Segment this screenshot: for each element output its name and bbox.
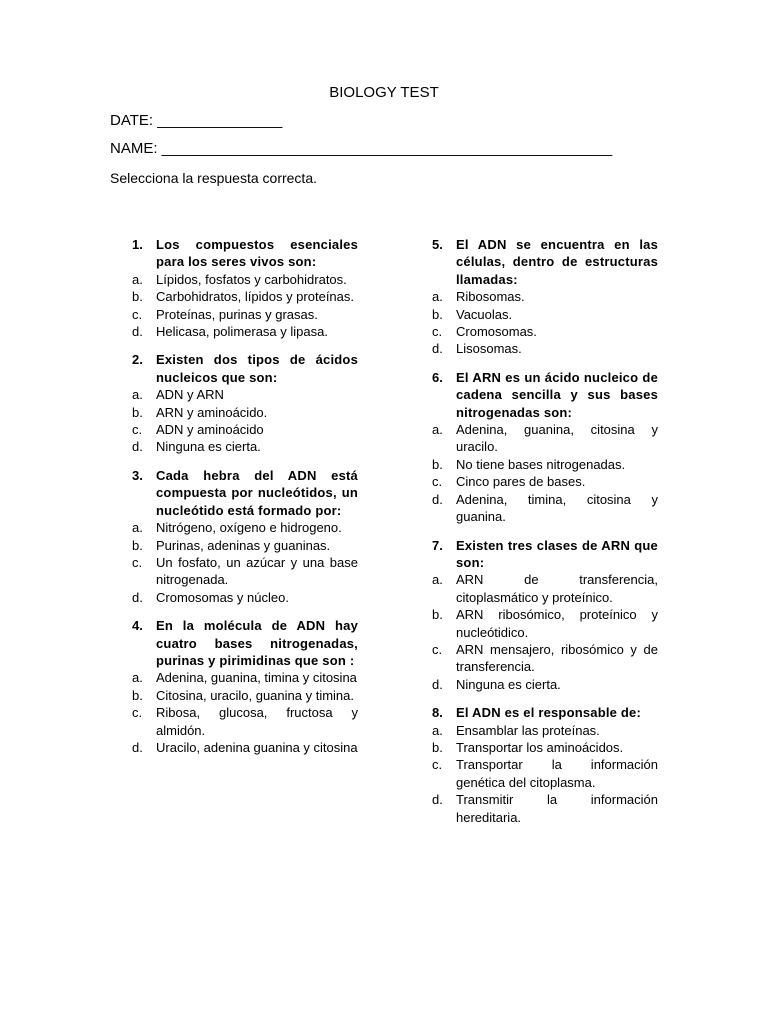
option-letter: a. (132, 387, 143, 403)
question-block (110, 351, 358, 455)
option-text: ADN y aminoácido (156, 422, 264, 438)
option-letter: a. (432, 572, 443, 588)
option-letter: b. (132, 687, 143, 703)
option-letter: c. (432, 474, 443, 490)
answer-option (410, 340, 658, 357)
date-field-line: DATE: _______________ (110, 112, 283, 129)
answer-option (110, 687, 358, 704)
instructions-text: Selecciona la respuesta correcta. (110, 170, 317, 186)
answer-option (110, 704, 358, 739)
option-letter: c. (432, 641, 443, 657)
question-number: 5. (432, 237, 443, 252)
question-text: El ARN es un ácido nucleico de cadena sencilla y sus bases nitrogenadas son: (456, 369, 658, 420)
option-text: Cinco pares de bases. (456, 474, 586, 490)
option-text: Lípidos, fosfatos y carbohidratos. (156, 271, 347, 287)
option-letter: c. (132, 422, 143, 438)
question-heading (110, 467, 358, 519)
answer-option (410, 473, 658, 490)
option-letter: d. (432, 491, 443, 507)
question-number: 4. (132, 618, 143, 634)
option-text: ARN de transferencia, citoplasmático y proteínico. (456, 572, 658, 605)
option-letter: c. (432, 757, 443, 773)
option-text: Transportar la información genética del citoplasma. (456, 757, 658, 790)
option-letter: d. (132, 739, 143, 755)
option-text: Ninguna es cierta. (456, 676, 561, 692)
option-text: No tiene bases nitrogenadas. (456, 456, 626, 472)
question-block (410, 369, 658, 526)
answer-option (110, 404, 358, 421)
option-text: Helicasa, polimerasa y lipasa. (156, 324, 328, 340)
answer-option (110, 589, 358, 606)
question-column-left (110, 236, 358, 767)
question-number: 2. (132, 352, 143, 368)
answer-option (110, 554, 358, 589)
option-text: Cromosomas y núcleo. (156, 589, 289, 605)
option-text: Ensamblar las proteínas. (456, 722, 600, 738)
option-letter: d. (132, 589, 143, 605)
question-number: 1. (132, 237, 143, 252)
answer-option (110, 271, 358, 288)
option-text: Ninguna es cierta. (156, 439, 261, 455)
option-letter: b. (132, 404, 143, 420)
page-title: BIOLOGY TEST (329, 84, 439, 101)
option-letter: b. (432, 456, 443, 472)
answer-option (110, 537, 358, 554)
option-letter: d. (132, 439, 143, 455)
option-text: Citosina, uracilo, guanina y timina. (156, 687, 354, 703)
option-letter: d. (132, 324, 143, 340)
question-heading (110, 351, 358, 386)
answer-option (110, 669, 358, 686)
question-heading (110, 617, 358, 669)
option-text: Un fosfato, un azúcar y una base nitrogenada. (156, 554, 358, 588)
question-block (410, 537, 658, 694)
option-text: Lisosomas. (456, 341, 522, 357)
option-letter: b. (132, 289, 143, 305)
question-heading (410, 369, 658, 421)
option-text: Proteínas, purinas y grasas. (156, 306, 318, 322)
option-letter: a. (132, 520, 143, 536)
answer-option (110, 323, 358, 340)
option-letter: b. (132, 537, 143, 553)
question-heading (110, 236, 358, 271)
question-number: 6. (432, 369, 443, 385)
option-text: Transmitir la información hereditaria. (456, 792, 658, 825)
question-text: Cada hebra del ADN está compuesta por nucleótidos, un nucleótido está formado por: (156, 467, 358, 518)
option-text: Ribosomas. (456, 289, 525, 305)
question-text: Existen dos tipos de ácidos nucleicos que son: (156, 352, 358, 385)
answer-option (110, 386, 358, 403)
answer-option (410, 722, 658, 739)
answer-option (410, 456, 658, 473)
option-letter: a. (132, 271, 143, 287)
option-letter: d. (432, 341, 443, 357)
option-text: Carbohidratos, lípidos y proteínas. (156, 289, 354, 305)
option-letter: a. (132, 670, 143, 686)
option-letter: c. (132, 306, 143, 322)
option-text: Cromosomas. (456, 324, 537, 340)
option-letter: b. (432, 306, 443, 322)
question-text: Existen tres clases de ARN que son: (456, 537, 658, 570)
option-text: Adenina, timina, citosina y guanina. (456, 491, 658, 525)
answer-option (110, 421, 358, 438)
option-letter: c. (132, 554, 143, 570)
option-text: ARN y aminoácido. (156, 404, 268, 420)
option-text: Purinas, adeninas y guaninas. (156, 537, 331, 553)
answer-option (410, 739, 658, 756)
question-heading (410, 704, 658, 721)
option-text: Nitrógeno, oxígeno e hidrogeno. (156, 520, 342, 536)
option-text: Transportar los aminoácidos. (456, 739, 624, 755)
option-letter: b. (432, 739, 443, 755)
option-letter: a. (432, 722, 443, 738)
answer-option (410, 756, 658, 791)
option-text: ARN mensajero, ribosómico y de transferencia. (456, 641, 658, 675)
answer-option (410, 571, 658, 606)
answer-option (110, 306, 358, 323)
option-text: Vacuolas. (456, 306, 513, 322)
option-text: Ribosa, glucosa, fructosa y almidón. (156, 705, 358, 738)
answer-option (110, 519, 358, 536)
option-text: Adenina, guanina, timina y citosina (156, 670, 357, 686)
answer-option (110, 739, 358, 756)
option-letter: c. (432, 324, 443, 340)
question-number: 3. (132, 467, 143, 483)
question-text: Los compuestos esenciales para los seres vivos son: (156, 237, 358, 270)
question-text: El ADN es el responsable de: (456, 705, 642, 721)
answer-option (410, 306, 658, 323)
answer-option (410, 288, 658, 305)
name-field-line: NAME: ______________________________________________________ (110, 140, 613, 157)
answer-option (410, 606, 658, 641)
answer-option (410, 676, 658, 693)
answer-option (410, 641, 658, 676)
question-heading (410, 236, 658, 288)
question-block (110, 617, 358, 756)
answer-option (410, 791, 658, 826)
answer-option (110, 288, 358, 305)
question-text: En la molécula de ADN hay cuatro bases nitrogenadas, purinas y pirimidinas que son : (156, 618, 358, 668)
answer-option (410, 421, 658, 456)
option-letter: c. (132, 705, 143, 721)
option-text: ADN y ARN (156, 387, 224, 403)
option-letter: b. (432, 607, 443, 623)
question-block (110, 236, 358, 340)
question-block (110, 467, 358, 606)
question-text: El ADN se encuentra en las células, dentro de estructuras llamadas: (456, 237, 658, 287)
question-column-right (410, 236, 658, 837)
option-letter: d. (432, 792, 443, 808)
option-text: Adenina, guanina, citosina y uracilo. (456, 422, 658, 455)
option-letter: a. (432, 422, 443, 438)
option-text: ARN ribosómico, proteínico y nucleótidico. (456, 607, 658, 640)
question-number: 8. (432, 705, 443, 721)
question-heading (410, 537, 658, 572)
question-block (410, 236, 658, 358)
option-text: Uracilo, adenina guanina y citosina (156, 739, 358, 755)
option-letter: a. (432, 289, 443, 305)
answer-option (110, 438, 358, 455)
question-number: 7. (432, 537, 443, 553)
answer-option (410, 491, 658, 526)
question-block (410, 704, 658, 826)
answer-option (410, 323, 658, 340)
option-letter: d. (432, 676, 443, 692)
